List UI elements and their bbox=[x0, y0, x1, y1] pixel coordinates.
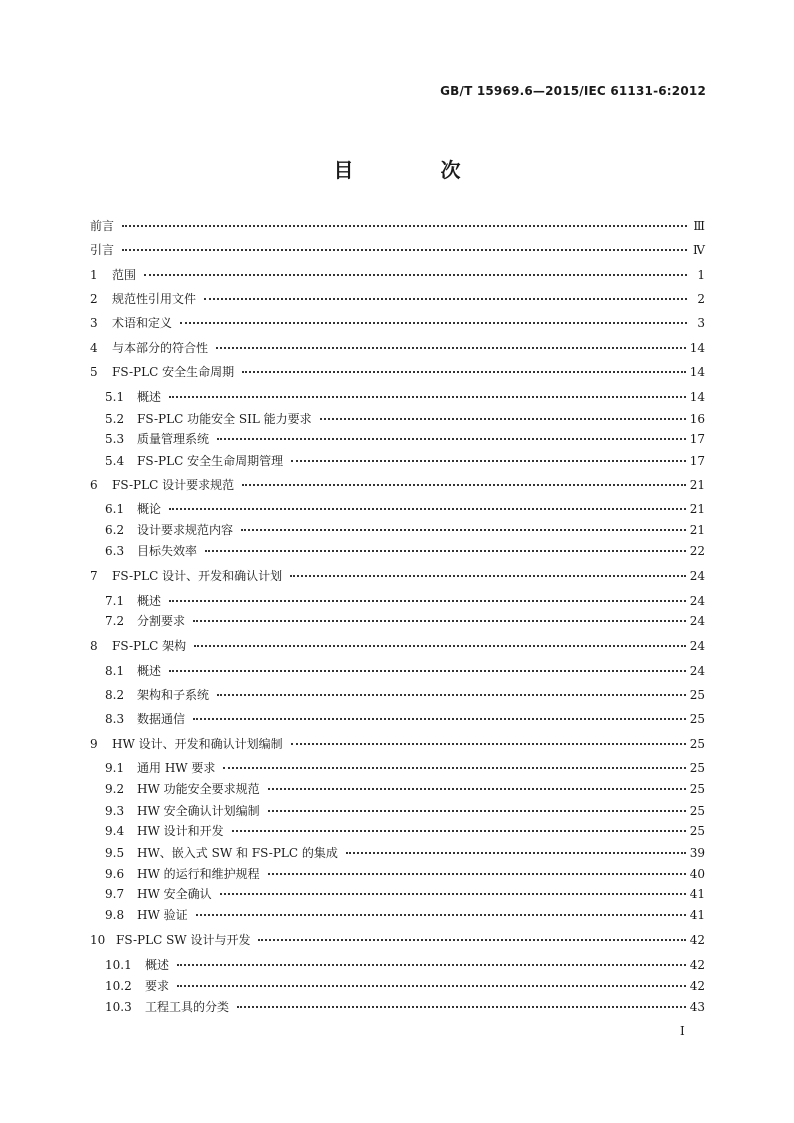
toc-entry-number: 9 bbox=[90, 737, 98, 751]
toc-entry[interactable] bbox=[105, 885, 705, 903]
toc-entry-title: FS-PLC 安全生命周期管理 bbox=[137, 454, 284, 468]
toc-entry-title: HW 设计和开发 bbox=[137, 824, 224, 838]
toc-entry[interactable] bbox=[105, 906, 705, 924]
toc-entry[interactable] bbox=[105, 662, 705, 680]
toc-entry-number: 5 bbox=[90, 365, 98, 379]
toc-entry-number: 10.3 bbox=[105, 1000, 132, 1014]
toc-entry-title: 工程工具的分类 bbox=[145, 1000, 230, 1014]
toc-entry[interactable] bbox=[105, 977, 705, 995]
toc-entry-title: 概述 bbox=[137, 594, 162, 608]
toc-entry-title: 术语和定义 bbox=[112, 316, 173, 330]
dot-leader bbox=[205, 550, 686, 552]
dot-leader bbox=[290, 575, 686, 577]
toc-entry-page: 25 bbox=[689, 737, 705, 751]
toc-entry-number: 7 bbox=[90, 569, 98, 583]
toc-entry-title: 质量管理系统 bbox=[137, 432, 210, 446]
toc-entry-title: 要求 bbox=[145, 979, 170, 993]
toc-entry-number: 9.2 bbox=[105, 782, 125, 796]
toc-entry-page: 25 bbox=[689, 782, 705, 796]
toc-entry[interactable] bbox=[105, 542, 705, 560]
dot-leader bbox=[291, 743, 686, 745]
toc-entry-page: 41 bbox=[689, 887, 705, 901]
toc-entry-number: 4 bbox=[90, 341, 98, 355]
dot-leader bbox=[258, 939, 685, 941]
toc-entry-page: 17 bbox=[689, 454, 705, 468]
dot-leader bbox=[217, 438, 686, 440]
toc-entry[interactable] bbox=[90, 567, 705, 585]
toc-entry-number: 8.1 bbox=[105, 664, 125, 678]
toc-entry-title: FS-PLC 设计、开发和确认计划 bbox=[112, 569, 283, 583]
toc-entry-title: FS-PLC 安全生命周期 bbox=[112, 365, 235, 379]
toc-entry[interactable] bbox=[105, 592, 705, 610]
toc-entry-number: 9.4 bbox=[105, 824, 125, 838]
toc-entry[interactable] bbox=[90, 266, 705, 284]
dot-leader bbox=[268, 788, 686, 790]
dot-leader bbox=[193, 620, 686, 622]
toc-entry-number: 3 bbox=[90, 316, 98, 330]
dot-leader bbox=[217, 694, 686, 696]
toc-entry-number: 9.6 bbox=[105, 867, 125, 881]
dot-leader bbox=[268, 873, 686, 875]
toc-entry-page: 25 bbox=[689, 688, 705, 702]
toc-entry[interactable] bbox=[90, 637, 705, 655]
dot-leader bbox=[320, 418, 686, 420]
toc-entry[interactable] bbox=[90, 363, 705, 381]
toc-entry-page: 25 bbox=[689, 824, 705, 838]
toc-entry-number: 9.7 bbox=[105, 887, 125, 901]
toc-entry-page: 43 bbox=[689, 1000, 705, 1014]
toc-entry-number: 9.1 bbox=[105, 761, 125, 775]
toc-entry[interactable] bbox=[105, 710, 705, 728]
dot-leader bbox=[177, 964, 686, 966]
dot-leader bbox=[241, 529, 686, 531]
toc-entry-number: 2 bbox=[90, 292, 98, 306]
toc-entry-number: 6 bbox=[90, 478, 98, 492]
toc-entry[interactable] bbox=[90, 339, 705, 357]
toc-entry-title: HW、嵌入式 SW 和 FS-PLC 的集成 bbox=[137, 846, 338, 860]
toc-entry-page: Ⅲ bbox=[693, 219, 705, 233]
toc-entry-page: 22 bbox=[689, 544, 705, 558]
toc-entry[interactable] bbox=[105, 802, 705, 820]
toc-entry-page: 17 bbox=[689, 432, 705, 446]
toc-entry-title: FS-PLC 架构 bbox=[112, 639, 187, 653]
dot-leader bbox=[169, 670, 686, 672]
dot-leader bbox=[220, 893, 686, 895]
dot-leader bbox=[204, 298, 687, 300]
toc-entry-title: FS-PLC 设计要求规范 bbox=[112, 478, 235, 492]
toc-entry[interactable] bbox=[105, 759, 705, 777]
toc-entry-page: 14 bbox=[689, 365, 705, 379]
toc-entry-number: 5.2 bbox=[105, 412, 125, 426]
dot-leader bbox=[193, 718, 686, 720]
toc-entry-number: 8.2 bbox=[105, 688, 125, 702]
toc-entry-page: 25 bbox=[689, 761, 705, 775]
toc-entry-page: 42 bbox=[689, 958, 705, 972]
toc-entry[interactable] bbox=[105, 410, 705, 428]
toc-entry-title: 与本部分的符合性 bbox=[112, 341, 209, 355]
toc-entry[interactable] bbox=[90, 931, 705, 949]
toc-entry-page: 24 bbox=[689, 639, 705, 653]
toc-entry-title: 概论 bbox=[137, 502, 162, 516]
toc-entry-title: 规范性引用文件 bbox=[112, 292, 197, 306]
toc-entry-page: 39 bbox=[689, 846, 705, 860]
dot-leader bbox=[242, 371, 686, 373]
toc-entry[interactable] bbox=[105, 612, 705, 630]
toc-entry[interactable] bbox=[90, 735, 705, 753]
toc-entry[interactable] bbox=[105, 780, 705, 798]
toc-entry[interactable] bbox=[105, 844, 705, 862]
toc-entry[interactable] bbox=[105, 388, 705, 406]
toc-entry-number: 7.1 bbox=[105, 594, 125, 608]
toc-entry-number: 8 bbox=[90, 639, 98, 653]
toc-entry-page: 25 bbox=[689, 804, 705, 818]
toc-entry-title: 前言 bbox=[90, 219, 115, 233]
toc-entry-title: 概述 bbox=[137, 664, 162, 678]
toc-entry-page: 24 bbox=[689, 594, 705, 608]
page-title: 目 次 bbox=[333, 158, 501, 182]
toc-entry-number: 6.1 bbox=[105, 502, 125, 516]
toc-entry-title: HW 的运行和维护规程 bbox=[137, 867, 260, 881]
toc-entry[interactable] bbox=[105, 822, 705, 840]
toc-entry-number: 7.2 bbox=[105, 614, 125, 628]
toc-entry[interactable] bbox=[105, 998, 705, 1016]
toc-entry-number: 9.3 bbox=[105, 804, 125, 818]
toc-entry[interactable] bbox=[105, 500, 705, 518]
toc-entry-number: 9.8 bbox=[105, 908, 125, 922]
toc-entry-page: 2 bbox=[697, 292, 705, 306]
toc-entry-page: 24 bbox=[689, 664, 705, 678]
toc-entry-number: 6.2 bbox=[105, 523, 125, 537]
toc-entry-number: 1 bbox=[90, 268, 98, 282]
dot-leader bbox=[196, 914, 686, 916]
dot-leader bbox=[242, 484, 686, 486]
toc-entry[interactable] bbox=[105, 865, 705, 883]
toc-entry[interactable] bbox=[90, 241, 705, 259]
toc-entry-page: Ⅳ bbox=[693, 243, 705, 257]
page-number: Ⅰ bbox=[680, 1024, 685, 1038]
dot-leader bbox=[169, 396, 686, 398]
toc-entry-page: 42 bbox=[689, 933, 705, 947]
toc-entry-title: 分割要求 bbox=[137, 614, 186, 628]
toc-entry-page: 42 bbox=[689, 979, 705, 993]
toc-entry-title: HW 功能安全要求规范 bbox=[137, 782, 260, 796]
toc-entry-number: 10 bbox=[90, 933, 106, 947]
toc-entry[interactable] bbox=[90, 290, 705, 308]
toc-entry[interactable] bbox=[105, 956, 705, 974]
toc-entry[interactable] bbox=[105, 686, 705, 704]
toc-entry-number: 5.4 bbox=[105, 454, 125, 468]
toc-entry-title: 引言 bbox=[90, 243, 115, 257]
dot-leader bbox=[169, 600, 686, 602]
toc-entry-title: FS-PLC SW 设计与开发 bbox=[116, 933, 251, 947]
toc-entry[interactable] bbox=[90, 217, 705, 235]
toc-entry[interactable] bbox=[105, 521, 705, 539]
toc-entry[interactable] bbox=[90, 476, 705, 494]
dot-leader bbox=[180, 322, 687, 324]
dot-leader bbox=[144, 274, 687, 276]
dot-leader bbox=[223, 767, 685, 769]
dot-leader bbox=[169, 508, 686, 510]
toc-entry-title: FS-PLC 功能安全 SIL 能力要求 bbox=[137, 412, 312, 426]
dot-leader bbox=[194, 645, 686, 647]
toc-entry-title: 目标失效率 bbox=[137, 544, 198, 558]
toc-entry-page: 1 bbox=[697, 268, 705, 282]
toc-entry-title: 设计要求规范内容 bbox=[137, 523, 234, 537]
toc-entry-title: 架构和子系统 bbox=[137, 688, 210, 702]
toc-entry-title: HW 设计、开发和确认计划编制 bbox=[112, 737, 283, 751]
toc-entry-page: 24 bbox=[689, 569, 705, 583]
document-standard-number: GB/T 15969.6—2015/IEC 61131-6:2012 bbox=[440, 84, 706, 98]
dot-leader bbox=[122, 249, 687, 251]
toc-entry-page: 14 bbox=[689, 341, 705, 355]
toc-entry[interactable] bbox=[105, 430, 705, 448]
toc-entry-number: 6.3 bbox=[105, 544, 125, 558]
dot-leader bbox=[346, 852, 686, 854]
toc-entry[interactable] bbox=[90, 314, 705, 332]
toc-entry-number: 10.2 bbox=[105, 979, 132, 993]
toc-entry-number: 8.3 bbox=[105, 712, 125, 726]
toc-entry-page: 21 bbox=[689, 523, 705, 537]
dot-leader bbox=[232, 830, 686, 832]
toc-entry-page: 24 bbox=[689, 614, 705, 628]
toc-entry-title: HW 验证 bbox=[137, 908, 188, 922]
dot-leader bbox=[177, 985, 686, 987]
toc-entry-number: 9.5 bbox=[105, 846, 125, 860]
toc-entry-page: 41 bbox=[689, 908, 705, 922]
dot-leader bbox=[268, 810, 686, 812]
toc-entry-title: HW 安全确认计划编制 bbox=[137, 804, 260, 818]
toc-entry-title: 数据通信 bbox=[137, 712, 186, 726]
toc-entry-page: 21 bbox=[689, 502, 705, 516]
toc-entry-title: 通用 HW 要求 bbox=[137, 761, 216, 775]
toc-entry-title: HW 安全确认 bbox=[137, 887, 212, 901]
toc-entry-number: 10.1 bbox=[105, 958, 132, 972]
toc-entry[interactable] bbox=[105, 452, 705, 470]
toc-entry-title: 范围 bbox=[112, 268, 137, 282]
toc-entry-number: 5.1 bbox=[105, 390, 125, 404]
dot-leader bbox=[216, 347, 686, 349]
dot-leader bbox=[291, 460, 686, 462]
toc-entry-title: 概述 bbox=[137, 390, 162, 404]
toc-entry-page: 21 bbox=[689, 478, 705, 492]
toc-entry-page: 40 bbox=[689, 867, 705, 881]
dot-leader bbox=[122, 225, 687, 227]
toc-entry-number: 5.3 bbox=[105, 432, 125, 446]
toc-entry-page: 14 bbox=[689, 390, 705, 404]
dot-leader bbox=[237, 1006, 686, 1008]
toc-entry-page: 16 bbox=[689, 412, 705, 426]
toc-entry-title: 概述 bbox=[145, 958, 170, 972]
toc-entry-page: 3 bbox=[697, 316, 705, 330]
toc-entry-page: 25 bbox=[689, 712, 705, 726]
